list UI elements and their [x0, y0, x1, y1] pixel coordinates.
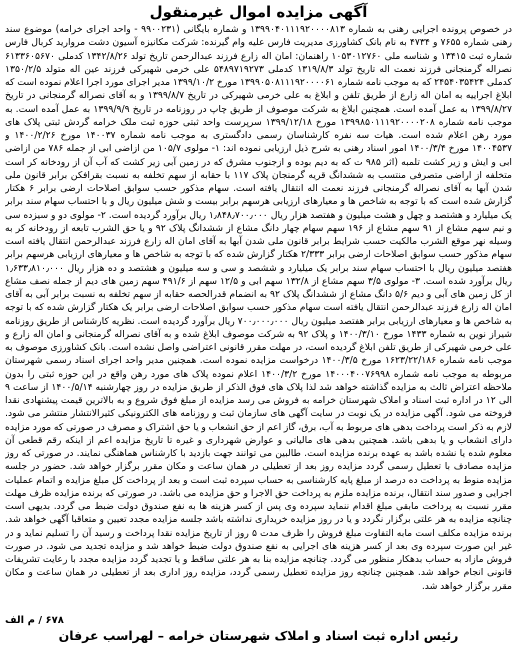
notice-title: آگهی مزایده اموال غیرمنقول	[149, 3, 368, 21]
notice-paragraph: در خصوص پرونده اجرایی رهنی به شماره ۱۳۹۹۰۴۰۱۱۱۹۲۰۰۰۰۸۱۳ و شماره بایگانی (۹۹۰۰۲۳۱ - واحد اجرای خرامه) موضوع سند رهنی شماره ۷۶۵۵ و ۴۷۳۴ به نام بانک کشاورزی مدیریت فارس علیه وام گیرنده: شرکت مکانیزه آسیون دشت مروارید کربال فارس شماره ثبت ۱۳۴۱۵ و شناسه ملی ۱۰۵۳۰۱۲۷۶۰ راهنمان: امان اله زارع فرزند عبدالرحمن تاریخ تولد ۱۳۴۲/۸/۲۶ کدملی ۶۱۳۳۶۰۵۶۷۰ نصراله گرمنجانی فرزند نعمت اله تاریخ تولد ۱۳۱۹/۸/۳ کدملی ۵۴۸۹۷۱۹۲۷۳ علی خرمی شهیرکی فرزند عین اله متولد ۱۳۵۰/۲/۵ کدملی ۲۴۵۴۰۳۵۴۲۴ که به موجب نامه شماره ۱۳۹۹۰۵۰۸۱۱۱۹۲۰۰۰۰۶۱ مورخ ۱۳۹۹/۱۰/۲ مدیر اجرای مورد اجرا اعلام نموده است که ابلاغ اجراییه به امان اله زارع از طریق تلفن و ابلاغ به علی خرمی شهیرکی در تاریخ ۱۳۹۹/۸/۷ و به آقای نصراله گرمنجانی در تاریخ ۱۳۹۹/۸/۲۷ به عمل آمده است. همچنین ابلاغ به شرکت موصوف از طریق چاپ در روزنامه در تاریخ ۱۳۹۹/۹/۹ به عمل آمده است. به موجب نامه شماره ۱۳۹۹۸۵۰۱۱۱۹۲۰۰۰۰۲۰۸ مورخ ۱۳۹۹/۱۲/۱۸ سرپرست واحد ثبتی حوزه ثبت ملک خرامه گردش ثبتی پلاک های مورد رهن اعلام شده است. هیات سه نفره کارشناسان رسمی دادگستری به موجب نامه شماره ۱۴۰۰۳۷ مورخ ۱۴۰۰/۲/۲۶ و ۱۴۰۰۴۵۳۷ مورخ ۱۴۰۰/۳/۴ امور اسناد رهنی به شرح ذیل ارزیابی نموده اند: ۱- مولوی ۱۰۵/۷ من ازاضی ابی از جمله ۷۸۶ من ازاضی ابی و ایش و زیر کشت تلمبه (اثر ۹۸۵ ت که به دیم بوده و ازجنوب مشرق که در زمین آبی زیر کشت که آب آن از رودخانه کر است متخلفه از اراضی متصرفی منتسب به ششدانگ قریه گرمنجان پلاک ۱۱۷ با حقابه از سهم تخلفه به نسبت بقرافکن برابر قانون ملی شدن آبها به آقای نصراله گرمنجانی فرزند نعمت اله انتقال یافته است. سهام مذکور حسب سوابق اصلاحات ارضی برابر ۶ هکتار گزارش شده است که با توجه به شاخص ها و معیارهای ارزیابی هرسهم برابر بیست و شش میلیون ریال و با احتساب سهام سند برابر یک میلیارد و هشتصد و چهل و هشت میلیون و هفتصد هزار ریال ۱٫۸۴۸٫۷۰۰٫۰۰۰ ریال برآورد گردیده است. ۲- مولوی دو و سیزده سی و نیم سهم مشاع از ۹۱ سهم مشاع از ۱۹۶ سهم سهام چهار دانگ مشاع از ششدانگ پلاک ۹۲ و یا حق الشرب تابعه از رودخانه کر به وسیله نهر موقع الشرب مالکیت حسب شرایط برابر قانون ملی شدن آبها به آقای امان اله زارع فرزند عبدالرحمن انتقال یافته است سهام مذکور حسب سوابق اصلاحات ارضی برابر ۲/۳۳۳ هکتار گزارش شده که با توجه به شاخص ها و معیارهای ارزیابی هرسهم برابر هفتصد میلیون ریال با احتساب سهام سند برابر یک میلیارد و ششصد و سی و سه میلیون و هشتصد و ده هزار ریال ۱٫۶۳۳٫۸۱۰٫۰۰۰ ریال برآورد شده است. ۳- مولوی ۳/۵ سهم مشاع از ۱۳۲/۸ سهم ابی و ۱۲/۵ سهم از ۴۹۱/۶ سهم زمین های دیم از جمله نصف مشاع از کل زمین های آبی و دیم ۵/۶ دانگ مشاع از ششدانگ پلاک ۹۲ به انضمام قدرالحصه حقابه از سهم تخلفه به نسبت برابر آبی به آقای امان اله زارع فرزند عبدالرحمن انتقال یافته است سهام مذکور حسب سوابق اصلاحات ارضی برابر یک هکتار گزارش شده که با توجه به شاخص ها و معیارهای ارزیابی برابر هفتصد میلیون ریال ۷۰۰٫۰۰۰٫۰۰۰ ریال برآورد گردیده است. نظریه کارشناس از طریق روزنامه شیراز نوین به شماره ۱۴۳۳ مورخ ۱۴۰۰/۳/۱۰ و پلاک ۹۲ به شرکت موصوف ابلاغ شده و به آقای نصراله گرمنجانی و امان اله زارع و علی خرمی شهیرکی از طریق تلفن ابلاغ گردیده است، در مهلت مقرر قانونی اعتراضی واصل نشده است. بانک کشاورزی موصوف به موجب نامه شماره ۱۶۲۳/۲۲/۱۸۶ مورخ ۱۴۰۰/۳/۵ درخواست مزایده نموده است. همچنین مدیر واحد اجرای اسناد رسمی شهرستان مربوطه به موجب نامه شماره ۱۴۰۰۰۴۰۰۷۶۹۹۸ مورخ ۱۴۰۰/۳/۲ اعلام نموده پلاک های مورد رهن واقع در این حوزه ثبتی را بدون ملاحظه اعتراض ثالث به مزایده گذاشته خواهد شد لذا پلاک های فوق الذکر از طریق مزایده در روز چهارشنبه ۱۴۰۰/۵/۱۴ از ساعت ۹ الی ۱۲ در اداره ثبت اسناد و املاک شهرستان خرامه به فروش می رسد مزایده از مبلغ فوق شروع و به بالاترین قیمت پیشنهادی نقدا فروخته می شود. آگهی مزایده در یک نوبت در سایت آگهی های سازمان ثبت و روزنامه های الکترونیکی کثیرالانتشار منتشر می شود. لازم به ذکر است پرداخت بدهی های مربوط به آب، برق، گاز اعم از حق انشعاب و یا حق اشتراک و مصرف در صورتی که مورد مزایده دارای انشعاب و یا بدهی باشد. همچنین بدهی های مالیاتی و عوارض شهرداری و غیره تا تاریخ مزایده اعم از اینکه رقم قطعی آن معلوم شده یا نشده باشد به عهده برنده مزایده است. طالبین می توانند جهت بازدید با کارشناس هماهنگی نمایند. در صورتی که روز مزایده مصادف با تعطیل رسمی گردد مزایده روز بعد از تعطیلی در همان ساعت و مکان مقرر برگزار خواهد شد. حضور در جلسه مزایده منوط به پرداخت ده درصد از مبلغ پایه کارشناسی به حساب سپرده ثبت است و بعد از پرداخت کل مبلغ مزایده و اتمام عملیات اجرایی و صدور سند انتقال، برنده مزایده ملزم به پرداخت حق الاجرا و حق مزایده می باشد. در صورتی که برنده مزایده ظرف مهلت مقرر نسبت به پرداخت مابقی مبلغ اقدام ننماید سپرده وی پس از کسر هزینه ها به نفع صندوق دولت ضبط می گردد. بدیهی است چنانچه مزایده به هر علتی برگزار نگردد و یا در روز مزایده خریداری نداشته باشد جلسه مزایده مجدد تعیین و متعاقبا آگهی خواهد شد. برنده مزایده مکلف است مابه التفاوت مبلغ فروش را ظرف مدت ۵ روز از تاریخ مزایده نقدا پرداخت و رسید آن را تسلیم نماید و در غیر این صورت سپرده وی بعد از کسر هزینه های اجرایی به نفع صندوق دولت ضبط خواهد شد و مزایده تجدید می شود. در صورت فروش مازاد به حساب بدهکار منظور می گردد. چنانچه مزایده بنا به هر علتی ساقط و یا تجدید گردد مزایده مجدد با رعایت تشریفات قانونی انجام خواهد شد. همچنین چنانچه روز مزایده تعطیل رسمی گردد، مزایده روز اداری بعد از تعطیلی در همان ساعت و مکان مقرر برگزار خواهد شد.	[5, 24, 512, 592]
notice-signature: رئیس اداره ثبت اسناد و املاک شهرستان خرامه – لهراسب عرفان	[58, 628, 459, 643]
notice-reference-number: ۶۷۸ / م الف	[5, 615, 64, 626]
notice-body	[5, 23, 512, 613]
